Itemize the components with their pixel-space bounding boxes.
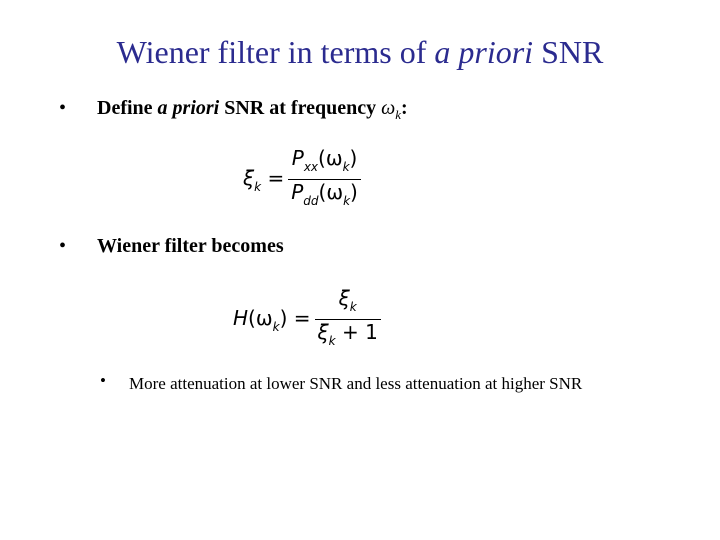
title-italic: a priori [434, 34, 534, 70]
title-text: Wiener filter in terms of [116, 34, 435, 70]
equation-lhs [233, 306, 311, 334]
denominator-k: k [343, 194, 351, 208]
xi-subscript: k [254, 179, 262, 194]
equation-a-priori-snr [243, 146, 361, 213]
numerator-P: P [291, 146, 304, 170]
denominator-close: ) [350, 180, 358, 204]
bullet-text-mid: SNR at frequency [219, 97, 382, 119]
bullet-dot: • [59, 97, 67, 119]
denominator-open: (ω [318, 180, 344, 204]
numerator-k: k [349, 300, 357, 314]
denominator-plus-one: + 1 [335, 320, 378, 344]
sub-bullet-dot: • [100, 371, 106, 390]
bullet-text: Wiener filter becomes [97, 235, 284, 257]
numerator-subscript: xx [303, 160, 319, 174]
title-tail: SNR [533, 34, 604, 70]
bullet-colon: : [401, 97, 408, 119]
omega-symbol: ω [381, 97, 396, 119]
lhs-close: ) [279, 305, 288, 330]
bullet-dot: • [59, 235, 67, 257]
fraction-denominator [315, 320, 381, 353]
numerator-close: ) [349, 146, 358, 170]
xi-symbol: ξ [243, 165, 255, 190]
fraction-numerator [289, 146, 361, 179]
denominator-k: k [328, 334, 336, 348]
equals-sign: = [261, 165, 285, 190]
fraction-denominator [288, 180, 361, 213]
equation-lhs [243, 166, 284, 194]
denominator-xi: ξ [317, 320, 329, 344]
denominator-subscript: dd [303, 194, 319, 208]
bullet-text-italic: a priori [157, 97, 220, 119]
fraction-numerator [336, 286, 360, 319]
equation-wiener-filter [233, 286, 381, 353]
equals-sign: = [287, 305, 311, 330]
snr-fraction [288, 146, 361, 213]
bullet-text [97, 97, 408, 123]
lhs-open: (ω [248, 305, 273, 330]
numerator-open: (ω [318, 146, 343, 170]
lhs-k: k [272, 319, 280, 334]
bullet-text-pre: Define [97, 97, 158, 119]
numerator-k: k [342, 160, 350, 174]
slide-title [0, 34, 720, 71]
omega-subscript: k [395, 107, 401, 122]
H-symbol: H [233, 305, 249, 330]
sub-bullet-text: More attenuation at lower SNR and less attenuation at higher SNR [129, 374, 583, 393]
numerator-xi: ξ [338, 286, 350, 310]
denominator-P: P [291, 180, 304, 204]
gain-fraction [315, 286, 381, 353]
